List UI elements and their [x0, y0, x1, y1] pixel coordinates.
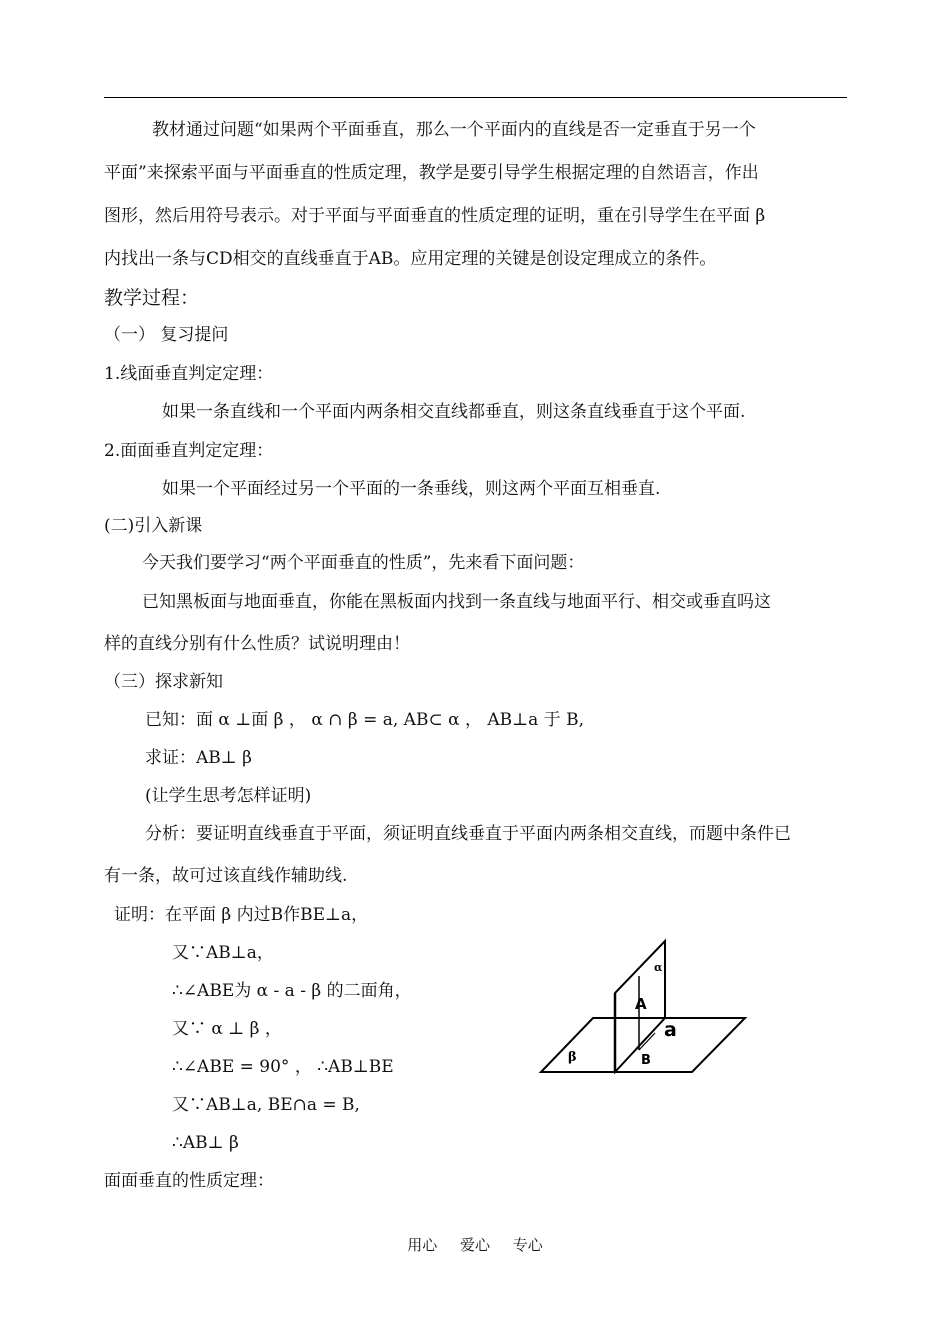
sec3-title: （三）探求新知 [104, 672, 223, 692]
intro-line-2: 平面”来探索平面与平面垂直的性质定理，教学是要引导学生根据定理的自然语言，作出 [104, 163, 759, 183]
footer-word-2: 爱心 [459, 1236, 490, 1254]
intro-line-3: 图形，然后用符号表示。对于平面与平面垂直的性质定理的证明，重在引导学生在平面 β [104, 206, 766, 226]
label-line-a: a [664, 1019, 677, 1041]
sec3-given: 已知：面 α ⊥面 β ， α ∩ β = a, AB⊂ α ， AB⊥a 于 B, [145, 710, 584, 730]
proof-line-6: 又∵AB⊥a, BE∩a = B, [172, 1095, 360, 1115]
proof-line-3: ∴∠ABE为 α - a - β 的二面角， [172, 981, 412, 1001]
sec1-item2-text: 如果一个平面经过另一个平面的一条垂线，则这两个平面互相垂直. [162, 479, 661, 499]
proof-line-7: ∴AB⊥ β [172, 1133, 239, 1153]
perpendicular-planes-figure [538, 938, 750, 1078]
sec3-analysis-line-1: 分析：要证明直线垂直于平面，须证明直线垂直于平面内两条相交直线，而题中条件已 [145, 824, 791, 844]
sec1-item1-text: 如果一条直线和一个平面内两条相交直线都垂直，则这条直线垂直于这个平面. [162, 402, 746, 422]
label-a-point: A [635, 995, 647, 1013]
footer-word-3: 专心 [512, 1236, 543, 1254]
sec1-item2-title: 2.面面垂直判定定理： [104, 441, 274, 461]
sec1-title: （一） 复习提问 [104, 325, 229, 345]
proof-line-5: ∴∠ABE = 90° ， ∴AB⊥BE [172, 1057, 394, 1077]
footer-word-1: 用心 [407, 1236, 438, 1254]
section-heading: 教学过程： [104, 287, 200, 309]
theorem-title: 面面垂直的性质定理： [104, 1171, 274, 1191]
sec1-item1-title: 1.线面垂直判定定理： [104, 364, 274, 384]
sec2-paragraph-2-line-2: 样的直线分别有什么性质？试说明理由！ [104, 634, 410, 654]
sec3-note: (让学生思考怎样证明) [145, 786, 312, 806]
label-b-point: B [641, 1053, 651, 1068]
sec2-paragraph-1: 今天我们要学习“两个平面垂直的性质”，先来看下面问题： [142, 553, 585, 573]
intro-line-1: 教材通过问题“如果两个平面垂直，那么一个平面内的直线是否一定垂直于另一个 [152, 120, 756, 140]
sec2-title: (二)引入新课 [104, 516, 203, 536]
sec3-analysis-line-2: 有一条，故可过该直线作辅助线. [104, 866, 348, 886]
intro-line-4: 内找出一条与CD相交的直线垂直于AB。应用定理的关键是创设定理成立的条件。 [104, 249, 717, 269]
label-beta: β [568, 1050, 577, 1065]
page-footer [0, 1234, 950, 1255]
sec2-paragraph-2-line-1: 已知黑板面与地面垂直，你能在黑板面内找到一条直线与地面平行、相交或垂直吗这 [142, 592, 771, 612]
proof-line-4: 又∵ α ⊥ β ， [172, 1019, 282, 1039]
proof-line-2: 又∵AB⊥a， [172, 943, 274, 963]
proof-line-1: 证明：在平面 β 内过B作BE⊥a， [114, 905, 369, 925]
segment-be [639, 1033, 655, 1050]
label-alpha: α [654, 961, 663, 974]
sec3-prove: 求证：AB⊥ β [145, 748, 252, 768]
header-rule [104, 97, 847, 98]
